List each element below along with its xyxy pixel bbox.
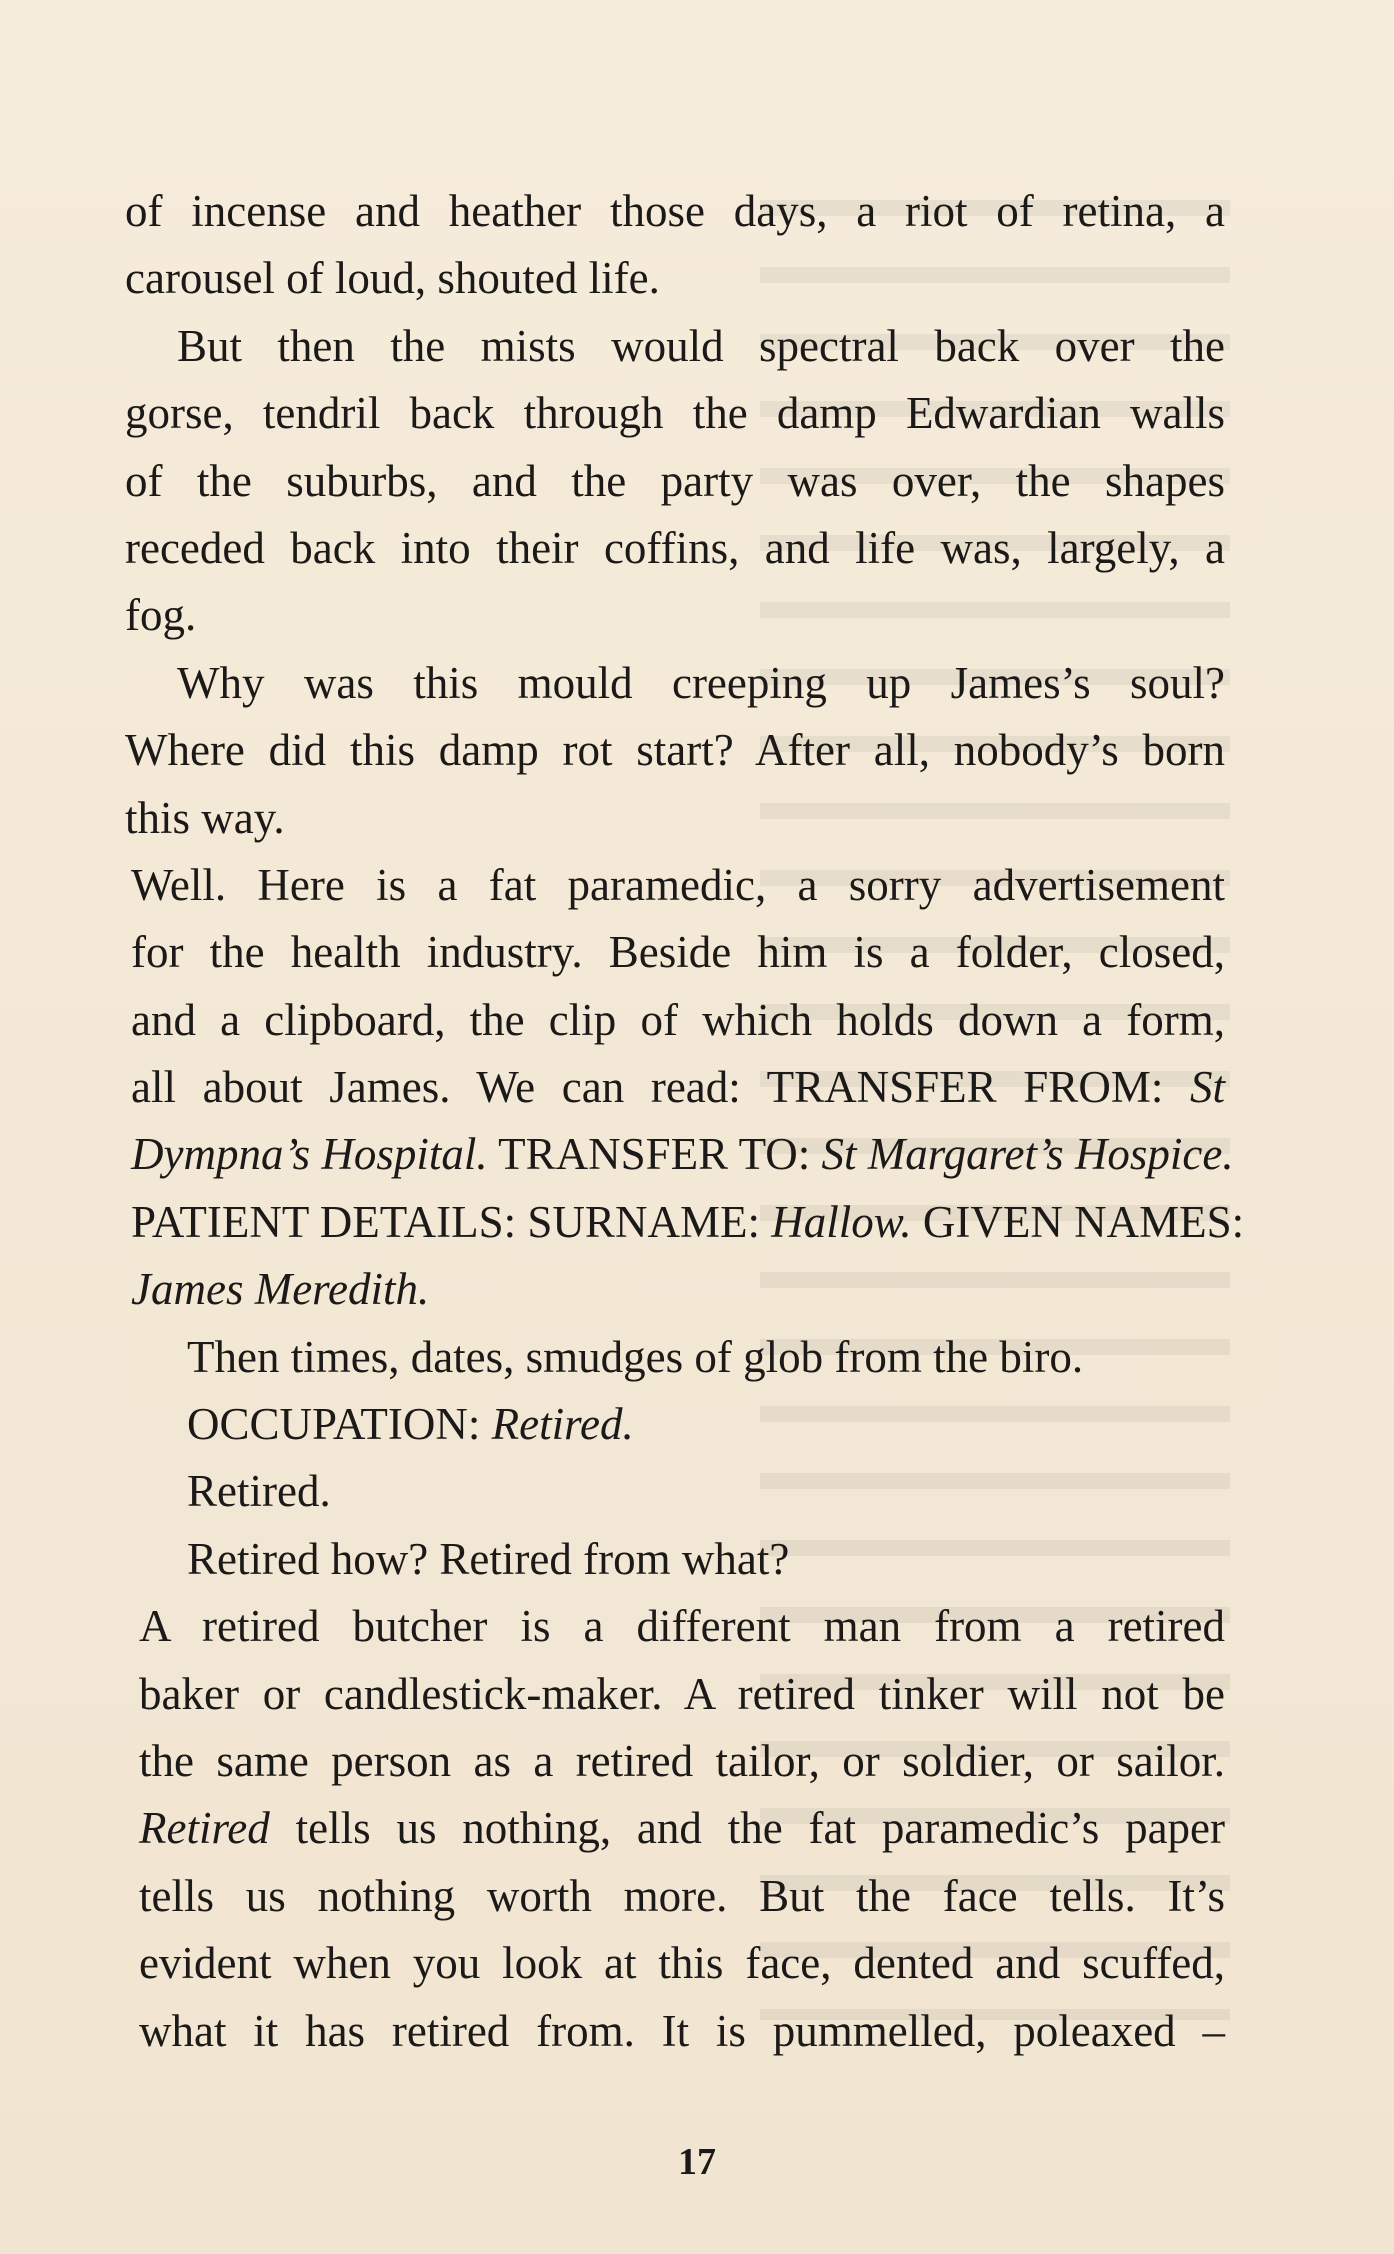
- italic-fragment: St Margaret’s Hospice.: [821, 1129, 1234, 1180]
- text-line: Retired.: [187, 1466, 331, 1517]
- text-line: [125, 1054, 1225, 1121]
- text-line: Where did this damp rot start? After all, nobody’s born: [125, 725, 1225, 776]
- text-fragment: TRANSFER TO:: [498, 1129, 811, 1180]
- text-line: fog.: [125, 590, 197, 641]
- text-line: carousel of loud, shouted life.: [125, 253, 660, 304]
- text-line: gorse, tendril back through the damp Edwardian walls: [125, 388, 1225, 439]
- text-line: baker or candlestick-maker. A retired tinker will not be: [139, 1668, 1225, 1719]
- text-line: James Meredith.: [131, 1264, 430, 1315]
- text-line: Then times, dates, smudges of glob from the biro.: [187, 1331, 1084, 1382]
- text-line: for the health industry. Beside him is a folder, closed,: [131, 927, 1225, 978]
- text-line: [125, 1189, 1245, 1256]
- text-fragment: PATIENT DETAILS: SURNAME:: [131, 1196, 760, 1247]
- italic-fragment: Hallow.: [771, 1196, 912, 1247]
- text-fragment: tells us nothing, and the fat paramedic’s paper: [295, 1803, 1226, 1854]
- text-fragment: all about James. We can read: TRANSFER FROM:: [131, 1062, 1164, 1113]
- page-number: 17: [678, 2141, 716, 2183]
- text-fragment: GIVEN NAMES:: [922, 1196, 1245, 1247]
- text-line: [125, 1795, 1225, 1862]
- text-fragment: OCCUPATION:: [187, 1399, 481, 1450]
- text-line: evident when you look at this face, dented and scuffed,: [139, 1938, 1225, 1989]
- text-line: Why was this mould creeping up James’s soul?: [177, 657, 1225, 708]
- body-text: [125, 178, 1245, 2065]
- text-line: what it has retired from. It is pummelled, poleaxed –: [139, 2005, 1225, 2056]
- text-line: of the suburbs, and the party was over, the shapes: [125, 455, 1225, 506]
- italic-fragment: Dympna’s Hospital.: [131, 1129, 488, 1180]
- italic-fragment: Retired.: [491, 1399, 634, 1450]
- text-line: Retired how? Retired from what?: [187, 1533, 790, 1584]
- text-line: receded back into their coffins, and life was, largely, a: [125, 522, 1225, 573]
- italic-fragment: Retired: [139, 1803, 270, 1854]
- text-line: [125, 1391, 1225, 1458]
- text-line: A retired butcher is a different man from a retired: [139, 1601, 1225, 1652]
- text-line: Well. Here is a fat paramedic, a sorry advertisement: [131, 859, 1225, 910]
- text-line: and a clipboard, the clip of which holds down a form,: [131, 994, 1225, 1045]
- text-line: of incense and heather those days, a riot of retina, a: [125, 186, 1225, 236]
- text-line: But then the mists would spectral back over the: [177, 320, 1225, 371]
- text-line: tells us nothing worth more. But the face tells. It’s: [139, 1870, 1225, 1921]
- text-line: this way.: [125, 792, 285, 843]
- italic-fragment: St: [1189, 1062, 1225, 1113]
- text-line: [125, 1121, 1234, 1188]
- text-line: the same person as a retired tailor, or soldier, or sailor.: [139, 1735, 1225, 1786]
